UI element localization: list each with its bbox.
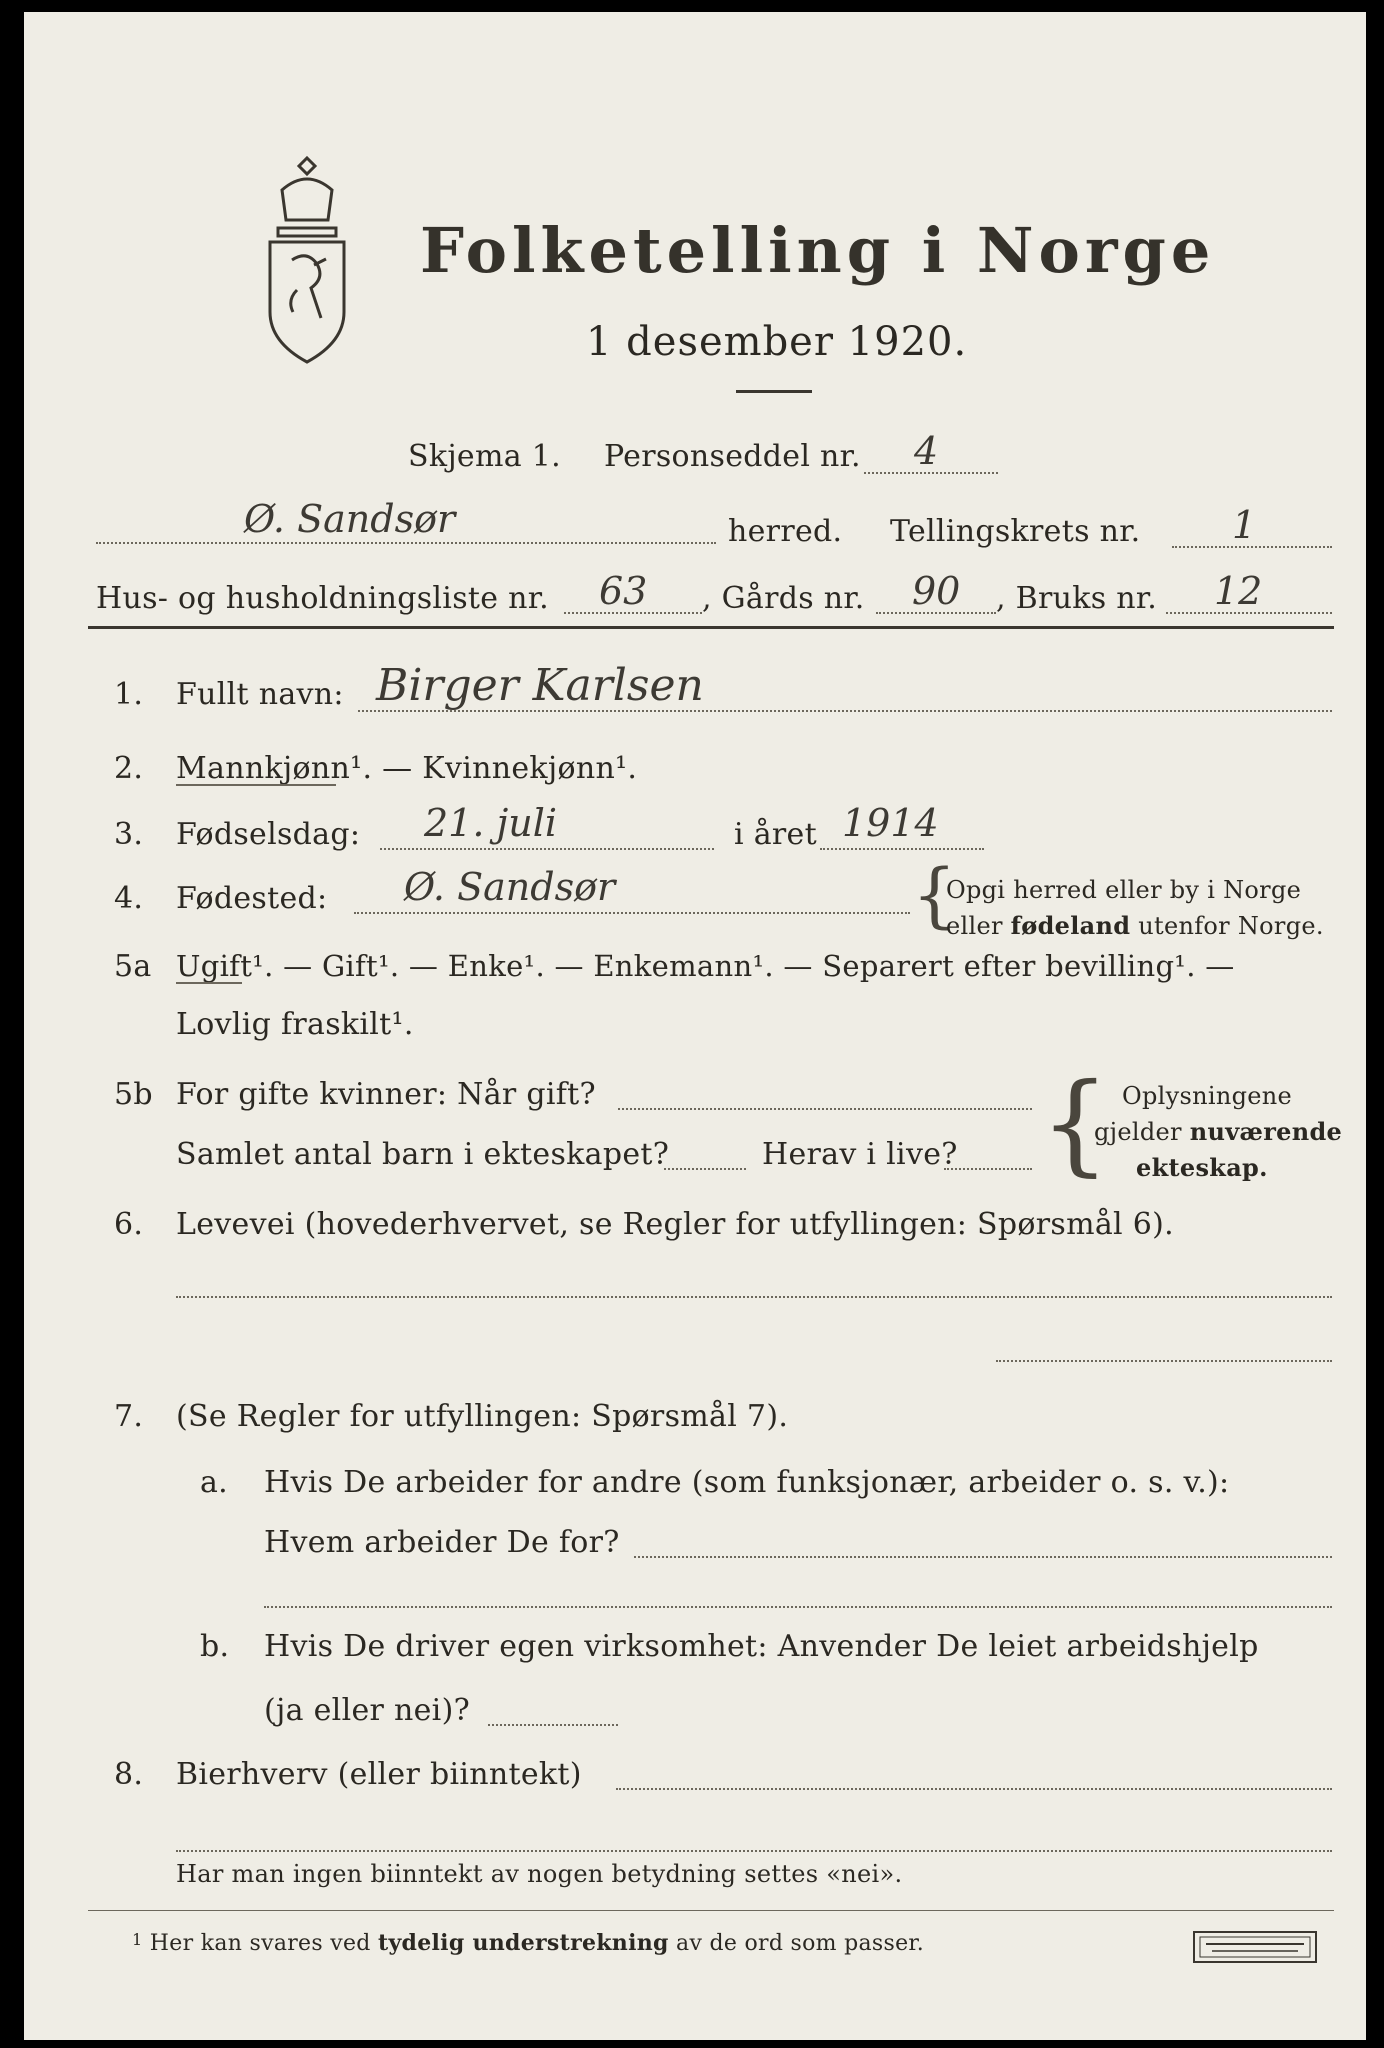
q5b-label-married: For gifte kvinner: Når gift? — [176, 1077, 596, 1112]
bruks-label: , Bruks nr. — [996, 581, 1158, 616]
q5a-ugift-underline — [176, 982, 242, 984]
q5a-options-line2[interactable]: Lovlig fraskilt¹. — [176, 1007, 414, 1042]
skjema-label: Skjema 1. — [408, 439, 561, 474]
q8-line-2 — [176, 1850, 1332, 1852]
q7-label: (Se Regler for utfyllingen: Spørsmål 7). — [176, 1399, 789, 1434]
q3-year-value[interactable]: 1914 — [842, 801, 939, 845]
q4-note-line2-bold: fødeland — [1010, 911, 1131, 940]
q5b-label-alive: Herav i live? — [762, 1137, 958, 1172]
q5b-children-line — [664, 1168, 746, 1170]
q4-note-line2-pre: eller — [946, 912, 1011, 940]
q4-note-line2 — [946, 911, 1324, 940]
tellingskrets-value[interactable]: 1 — [1232, 503, 1257, 547]
q7a-letter: a. — [200, 1465, 229, 1500]
q5a-number: 5a — [114, 949, 152, 984]
q2-mannkjonn-underline — [176, 784, 336, 786]
herred-value[interactable]: Ø. Sandsør — [244, 497, 456, 541]
q4-line — [354, 912, 910, 914]
gards-value[interactable]: 90 — [912, 569, 961, 613]
q3-year-label: i året — [734, 817, 817, 852]
q4-note-line2-post: utenfor Norge. — [1130, 912, 1324, 940]
q3-number: 3. — [114, 817, 144, 852]
q4-note-line1: Opgi herred eller by i Norge — [946, 876, 1302, 904]
q7b-text2: (ja eller nei)? — [264, 1693, 470, 1728]
biinntekt-note: Har man ingen biinntekt av nogen betydning settes «nei». — [176, 1860, 903, 1888]
q6-line-2 — [996, 1360, 1332, 1362]
q1-number: 1. — [114, 677, 144, 712]
q5a-options[interactable]: Ugift¹. — Gift¹. — Enke¹. — Enkemann¹. — Separert efter bevilling¹. — — [176, 949, 1235, 983]
coat-of-arms-icon — [252, 150, 362, 370]
q5b-note-line3: ekteskap. — [1136, 1153, 1268, 1182]
q5b-note-line1: Oplysningene — [1122, 1082, 1293, 1110]
hus-value[interactable]: 63 — [599, 569, 648, 613]
q2-number: 2. — [114, 751, 144, 786]
q6-label: Levevei (hovederhvervet, se Regler for utfyllingen: Spørsmål 6). — [176, 1207, 1174, 1242]
q7-number: 7. — [114, 1399, 144, 1434]
q5b-married-line — [618, 1108, 1032, 1110]
herred-label: herred. — [728, 514, 843, 549]
footnote-bold: tydelig understrekning — [377, 1930, 669, 1956]
footnote-mark: 1 — [132, 1930, 143, 1949]
form-title: Folketelling i Norge — [420, 214, 1216, 287]
q7b-letter: b. — [200, 1629, 230, 1664]
q4-number: 4. — [114, 881, 144, 916]
q7b-text: Hvis De driver egen virksomhet: Anvender De leiet arbeidshjelp — [264, 1629, 1259, 1664]
printer-stamp-icon — [1192, 1930, 1318, 1964]
q5b-number: 5b — [114, 1077, 153, 1112]
q1-value[interactable]: Birger Karlsen — [376, 660, 704, 711]
q8-number: 8. — [114, 1757, 144, 1792]
q3-label: Fødselsdag: — [176, 817, 361, 852]
personseddel-label: Personseddel nr. — [604, 439, 861, 474]
footnote-pre: Her kan svares ved — [149, 1931, 378, 1956]
q5b-alive-line — [944, 1168, 1032, 1170]
gards-label: , Gårds nr. — [702, 581, 865, 616]
q5b-label-children: Samlet antal barn i ekteskapet? — [176, 1137, 670, 1172]
q7a-text2: Hvem arbeider De for? — [264, 1525, 620, 1560]
personseddel-value[interactable]: 4 — [914, 429, 939, 473]
title-divider — [736, 390, 812, 393]
q7a-text: Hvis De arbeider for andre (som funksjonær, arbeider o. s. v.): — [264, 1465, 1230, 1500]
q3-year-line — [820, 848, 984, 850]
q5b-note-line2-bold: nuværende — [1189, 1117, 1343, 1146]
q5b-note-line2 — [1094, 1117, 1343, 1146]
footnote-post: av de ord som passer. — [668, 1931, 925, 1956]
q7a-line-2 — [264, 1606, 1332, 1608]
q8-label: Bierhverv (eller biinntekt) — [176, 1757, 582, 1792]
q6-number: 6. — [114, 1207, 144, 1242]
q6-line-1 — [176, 1296, 1332, 1298]
footnote-divider — [88, 1910, 1334, 1911]
q5b-brace: { — [1040, 1059, 1110, 1187]
bruks-value[interactable]: 12 — [1214, 569, 1263, 613]
q2-options[interactable]: Mannkjønn¹. — Kvinnekjønn¹. — [176, 751, 638, 786]
census-form-page — [24, 12, 1366, 2040]
q8-line-1 — [616, 1788, 1332, 1790]
q4-value[interactable]: Ø. Sandsør — [404, 865, 616, 909]
q3-value[interactable]: 21. juli — [424, 801, 558, 845]
q4-label: Fødested: — [176, 881, 328, 916]
tellingskrets-label: Tellingskrets nr. — [890, 514, 1141, 549]
census-date: 1 desember 1920. — [586, 319, 968, 365]
q7b-line — [488, 1724, 618, 1726]
q4-brace: { — [912, 854, 957, 936]
q1-label: Fullt navn: — [176, 677, 344, 712]
herred-line — [96, 542, 716, 544]
footnote — [132, 1932, 924, 1955]
hus-label: Hus- og husholdningsliste nr. — [96, 581, 549, 616]
q7a-line-1 — [634, 1556, 1332, 1558]
q3-line — [380, 848, 714, 850]
header-divider — [88, 626, 1334, 629]
q5b-note-line2-pre: gjelder — [1094, 1118, 1190, 1146]
